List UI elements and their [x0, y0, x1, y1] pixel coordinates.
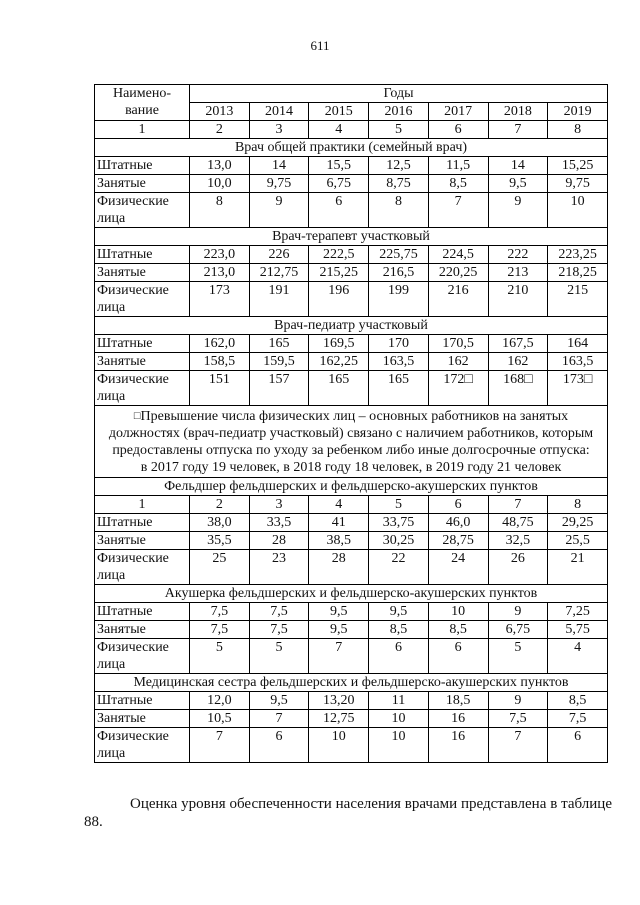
header-row-years-label	[95, 85, 608, 103]
section-title-row	[95, 317, 608, 335]
section-title-row	[95, 139, 608, 157]
row-value: 15,25	[548, 157, 608, 175]
row-label: Физические лица	[95, 639, 190, 674]
row-value: 9,5	[309, 621, 369, 639]
row-value: 16	[428, 728, 488, 763]
table-row	[95, 603, 608, 621]
row-value: 222,5	[309, 246, 369, 264]
row-value: 33,75	[369, 514, 429, 532]
column-number: 4	[309, 121, 369, 139]
table-row	[95, 728, 608, 763]
row-value: 32,5	[488, 532, 548, 550]
footer-paragraph	[84, 795, 612, 831]
table-body-paramedics	[95, 478, 608, 763]
row-label: Штатные	[95, 335, 190, 353]
row-value: 9	[249, 193, 309, 228]
row-value: 196	[309, 282, 369, 317]
row-value: 35,5	[190, 532, 250, 550]
row-value: 216,5	[369, 264, 429, 282]
year-header: 2015	[309, 103, 369, 121]
row-value: 210	[488, 282, 548, 317]
section-title-row	[95, 585, 608, 603]
column-number: 4	[309, 496, 369, 514]
footer-text: Оценка уровня обеспеченности населения врачами представлена в таблице 88.	[84, 796, 612, 830]
page-number: 611	[310, 38, 330, 53]
row-value: 7,5	[249, 621, 309, 639]
row-label: Физические лица	[95, 550, 190, 585]
table-row	[95, 335, 608, 353]
row-value: 14	[249, 157, 309, 175]
table-row	[95, 692, 608, 710]
name-header-line1: Наимено-	[112, 86, 172, 101]
row-value: 215	[548, 282, 608, 317]
row-value: 6	[548, 728, 608, 763]
row-value: 7,5	[548, 710, 608, 728]
row-value: 222	[488, 246, 548, 264]
table-row	[95, 282, 608, 317]
row-value: 6,75	[309, 175, 369, 193]
row-value: 28	[309, 550, 369, 585]
row-value: 159,5	[249, 353, 309, 371]
row-value: 33,5	[249, 514, 309, 532]
table-row	[95, 264, 608, 282]
row-value: 220,25	[428, 264, 488, 282]
row-value: 6	[369, 639, 429, 674]
row-value: 29,25	[548, 514, 608, 532]
column-number: 1	[95, 121, 190, 139]
section-title-row	[95, 228, 608, 246]
row-value: 6	[249, 728, 309, 763]
section-title: Фельдшер фельдшерских и фельдшерско-акушерских пунктов	[95, 478, 608, 496]
column-number: 6	[428, 121, 488, 139]
row-value: 23	[249, 550, 309, 585]
row-value: 167,5	[488, 335, 548, 353]
row-value: 165	[249, 335, 309, 353]
table-row	[95, 157, 608, 175]
row-value: 223,25	[548, 246, 608, 264]
row-label: Штатные	[95, 246, 190, 264]
row-value: 10	[548, 193, 608, 228]
row-value: 10	[428, 603, 488, 621]
row-label: Штатные	[95, 603, 190, 621]
note-marker: □	[133, 410, 141, 422]
row-value: 172□	[428, 371, 488, 406]
row-value: 224,5	[428, 246, 488, 264]
row-value: 165	[309, 371, 369, 406]
year-header: 2018	[488, 103, 548, 121]
table-row	[95, 371, 608, 406]
row-value: 9	[488, 692, 548, 710]
note-cell	[95, 406, 608, 478]
row-label: Штатные	[95, 692, 190, 710]
row-value: 28	[249, 532, 309, 550]
row-value: 216	[428, 282, 488, 317]
row-value: 12,5	[369, 157, 429, 175]
section-title: Врач-педиатр участковый	[95, 317, 608, 335]
row-value: 213,0	[190, 264, 250, 282]
column-number: 8	[548, 496, 608, 514]
row-value: 9,5	[488, 175, 548, 193]
row-label: Занятые	[95, 621, 190, 639]
row-value: 10	[369, 728, 429, 763]
row-value: 8,5	[548, 692, 608, 710]
row-value: 226	[249, 246, 309, 264]
row-value: 9,75	[548, 175, 608, 193]
row-value: 10,5	[190, 710, 250, 728]
note-row	[95, 406, 608, 478]
row-value: 163,5	[548, 353, 608, 371]
row-label: Занятые	[95, 264, 190, 282]
year-header: 2016	[369, 103, 429, 121]
row-label: Физические лица	[95, 371, 190, 406]
row-value: 15,5	[309, 157, 369, 175]
row-label: Физические лица	[95, 728, 190, 763]
row-value: 18,5	[428, 692, 488, 710]
row-value: 5	[190, 639, 250, 674]
row-value: 8,75	[369, 175, 429, 193]
row-value: 7	[190, 728, 250, 763]
row-value: 13,20	[309, 692, 369, 710]
column-number: 8	[548, 121, 608, 139]
row-value: 7,5	[249, 603, 309, 621]
table-body-physicians	[95, 139, 608, 406]
table-row	[95, 193, 608, 228]
row-value: 11	[369, 692, 429, 710]
table-row	[95, 175, 608, 193]
name-column-header	[95, 85, 190, 121]
row-value: 25	[190, 550, 250, 585]
year-header: 2019	[548, 103, 608, 121]
row-label: Занятые	[95, 532, 190, 550]
row-value: 25,5	[548, 532, 608, 550]
row-value: 24	[428, 550, 488, 585]
row-label: Штатные	[95, 157, 190, 175]
table-row	[95, 621, 608, 639]
row-value: 213	[488, 264, 548, 282]
table-row	[95, 550, 608, 585]
column-number: 7	[488, 496, 548, 514]
row-value: 7	[309, 639, 369, 674]
staffing-table	[94, 84, 608, 763]
row-value: 28,75	[428, 532, 488, 550]
note-detail: в 2017 году 19 человек, в 2018 году 18 человек, в 2019 году 21 человек	[140, 460, 562, 475]
section-title: Врач общей практики (семейный врач)	[95, 139, 608, 157]
row-value: 162	[488, 353, 548, 371]
table-row	[95, 246, 608, 264]
row-value: 223,0	[190, 246, 250, 264]
row-value: 7,5	[190, 621, 250, 639]
row-value: 5	[249, 639, 309, 674]
row-value: 169,5	[309, 335, 369, 353]
row-value: 10	[309, 728, 369, 763]
column-number: 3	[249, 121, 309, 139]
row-value: 16	[428, 710, 488, 728]
row-label: Занятые	[95, 353, 190, 371]
row-label: Физические лица	[95, 282, 190, 317]
row-value: 158,5	[190, 353, 250, 371]
row-value: 6	[428, 639, 488, 674]
row-value: 12,0	[190, 692, 250, 710]
row-value: 21	[548, 550, 608, 585]
row-value: 9,75	[249, 175, 309, 193]
row-value: 7,5	[488, 710, 548, 728]
row-label: Занятые	[95, 710, 190, 728]
column-number: 1	[95, 496, 190, 514]
column-number: 3	[249, 496, 309, 514]
row-value: 170	[369, 335, 429, 353]
row-value: 8,5	[369, 621, 429, 639]
row-value: 163,5	[369, 353, 429, 371]
row-value: 191	[249, 282, 309, 317]
row-value: 38,0	[190, 514, 250, 532]
row-value: 199	[369, 282, 429, 317]
row-value: 8	[190, 193, 250, 228]
row-label: Занятые	[95, 175, 190, 193]
row-value: 38,5	[309, 532, 369, 550]
row-value: 12,75	[309, 710, 369, 728]
section-title: Медицинская сестра фельдшерских и фельдшерско-акушерских пунктов	[95, 674, 608, 692]
row-value: 7	[249, 710, 309, 728]
row-value: 9	[488, 193, 548, 228]
row-value: 218,25	[548, 264, 608, 282]
row-value: 157	[249, 371, 309, 406]
year-header: 2017	[428, 103, 488, 121]
year-header: 2013	[190, 103, 250, 121]
row-value: 5,75	[548, 621, 608, 639]
row-value: 8,5	[428, 175, 488, 193]
row-value: 8	[369, 193, 429, 228]
row-value: 173□	[548, 371, 608, 406]
row-value: 14	[488, 157, 548, 175]
year-header: 2014	[249, 103, 309, 121]
row-value: 9,5	[369, 603, 429, 621]
header-row-column-numbers	[95, 121, 608, 139]
column-number: 7	[488, 121, 548, 139]
row-value: 10	[369, 710, 429, 728]
column-number: 5	[369, 496, 429, 514]
row-value: 6	[309, 193, 369, 228]
column-number: 2	[190, 121, 250, 139]
column-number-row	[95, 496, 608, 514]
years-group-header: Годы	[190, 85, 608, 103]
row-value: 7	[428, 193, 488, 228]
section-title: Врач-терапевт участковый	[95, 228, 608, 246]
row-value: 162,0	[190, 335, 250, 353]
row-value: 30,25	[369, 532, 429, 550]
row-label: Штатные	[95, 514, 190, 532]
row-value: 7,5	[190, 603, 250, 621]
table-row	[95, 710, 608, 728]
row-value: 48,75	[488, 514, 548, 532]
section-title: Акушерка фельдшерских и фельдшерско-акушерских пунктов	[95, 585, 608, 603]
row-value: 11,5	[428, 157, 488, 175]
table-row	[95, 532, 608, 550]
section-title-row	[95, 674, 608, 692]
row-value: 225,75	[369, 246, 429, 264]
row-value: 162,25	[309, 353, 369, 371]
row-value: 4	[548, 639, 608, 674]
column-number: 6	[428, 496, 488, 514]
row-value: 8,5	[428, 621, 488, 639]
row-value: 7,25	[548, 603, 608, 621]
row-value: 5	[488, 639, 548, 674]
section-title-row	[95, 478, 608, 496]
row-value: 7	[488, 728, 548, 763]
table-row	[95, 514, 608, 532]
note-text: Превышение числа физических лиц – основных работников на занятых должностях (врач-педиатр участковый) связано с наличием работников, которым предоставлены отпуска по уходу за ребенком либо иные долгосрочные отпуска:	[108, 409, 594, 458]
row-value: 215,25	[309, 264, 369, 282]
column-number: 2	[190, 496, 250, 514]
row-value: 9,5	[249, 692, 309, 710]
name-header-line2: вание	[125, 103, 159, 118]
table-row	[95, 639, 608, 674]
row-label: Физические лица	[95, 193, 190, 228]
row-value: 22	[369, 550, 429, 585]
row-value: 170,5	[428, 335, 488, 353]
row-value: 165	[369, 371, 429, 406]
row-value: 46,0	[428, 514, 488, 532]
row-value: 26	[488, 550, 548, 585]
row-value: 9,5	[309, 603, 369, 621]
row-value: 151	[190, 371, 250, 406]
row-value: 162	[428, 353, 488, 371]
row-value: 41	[309, 514, 369, 532]
row-value: 9	[488, 603, 548, 621]
row-value: 13,0	[190, 157, 250, 175]
column-number: 5	[369, 121, 429, 139]
row-value: 10,0	[190, 175, 250, 193]
row-value: 6,75	[488, 621, 548, 639]
row-value: 173	[190, 282, 250, 317]
table-row	[95, 353, 608, 371]
row-value: 164	[548, 335, 608, 353]
row-value: 212,75	[249, 264, 309, 282]
row-value: 168□	[488, 371, 548, 406]
